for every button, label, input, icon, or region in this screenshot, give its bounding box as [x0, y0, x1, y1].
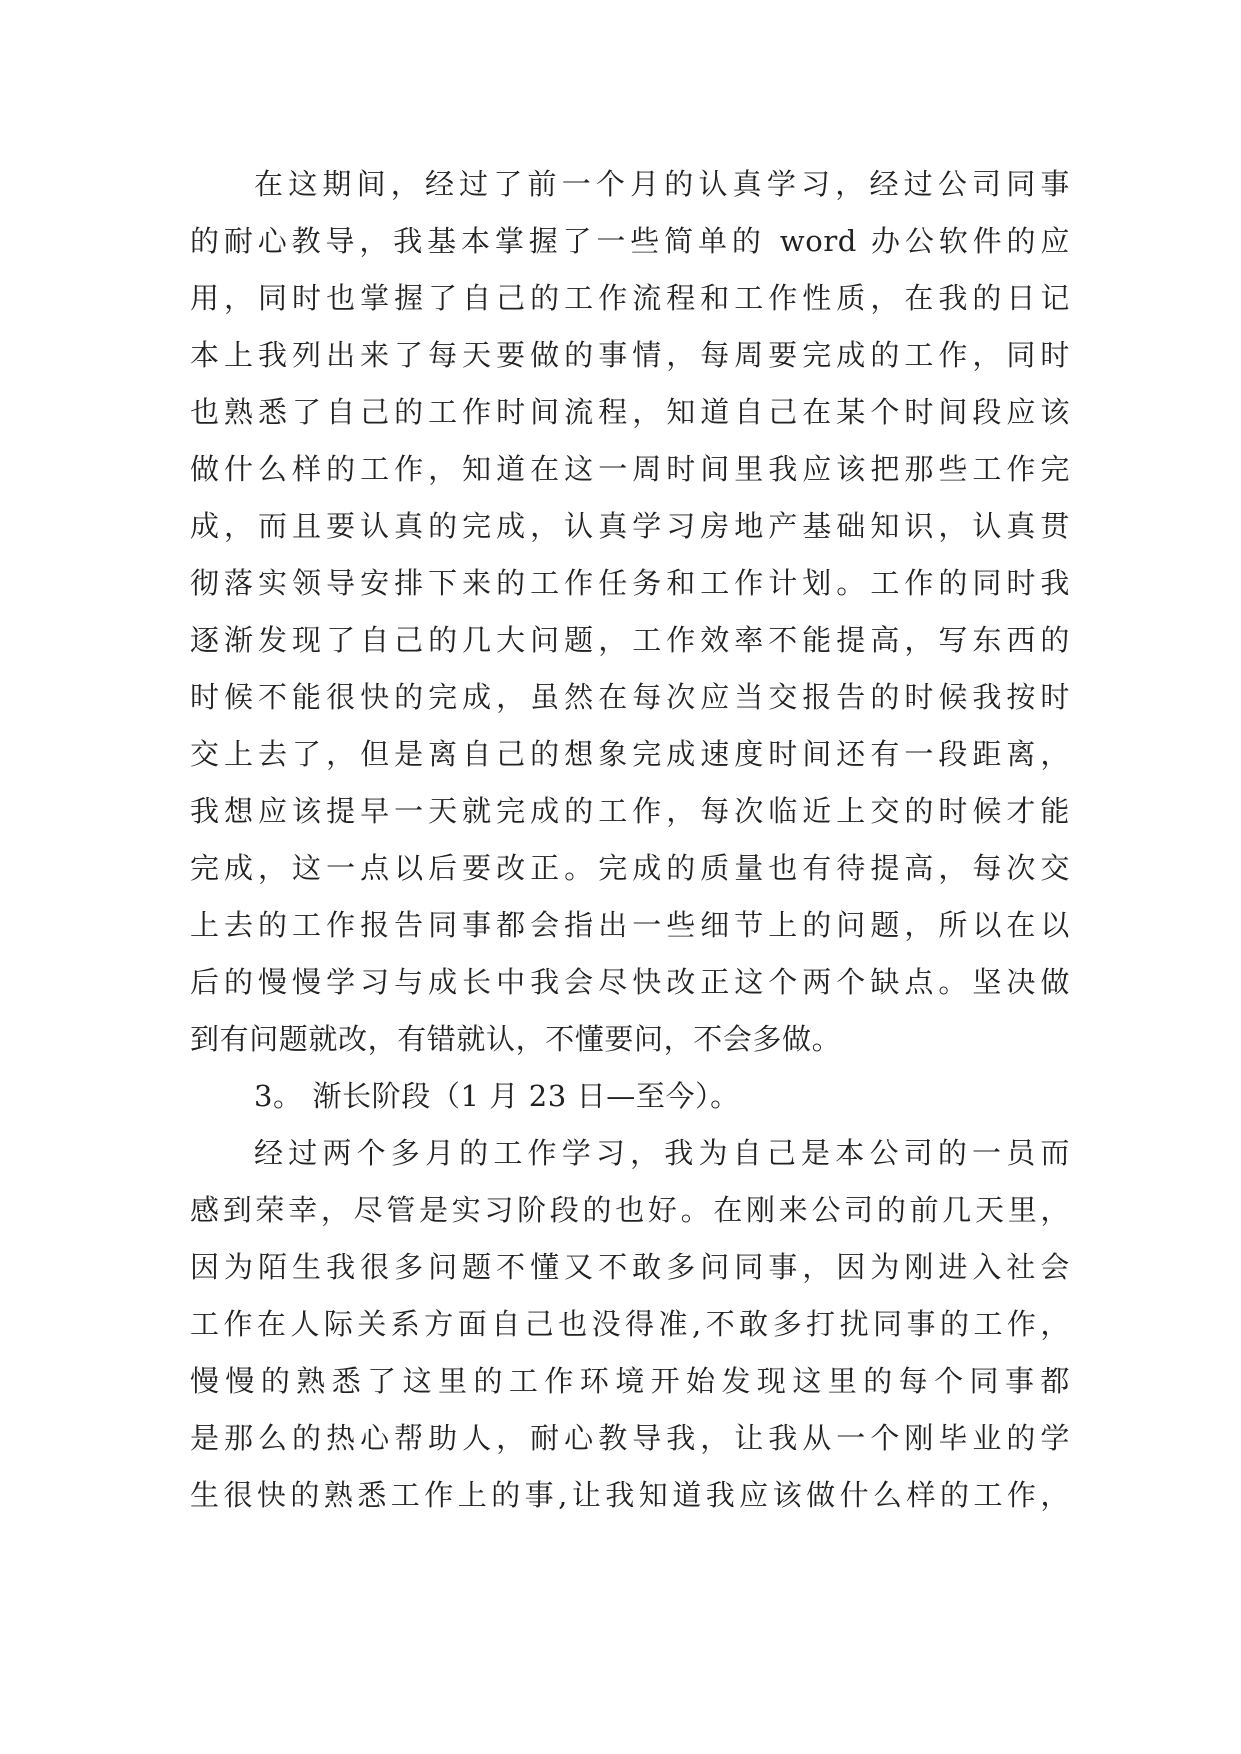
text-line: 生很快的熟悉工作上的事,让我知道我应该做什么样的工作， [190, 1478, 1070, 1512]
text-line: 彻落实领导安排下来的工作任务和工作计划。工作的同时我 [190, 566, 1070, 600]
text-line: 本上我列出来了每天要做的事情，每周要完成的工作，同时 [190, 338, 1070, 372]
text-line: 逐渐发现了自己的几大问题，工作效率不能提高，写东西的 [190, 623, 1070, 657]
text-line: 因为陌生我很多问题不懂又不敢多问同事，因为刚进入社会 [190, 1250, 1070, 1284]
text-line: 上去的工作报告同事都会指出一些细节上的问题，所以在以 [190, 908, 1070, 942]
text-line: 经过两个多月的工作学习，我为自己是本公司的一员而 [254, 1136, 1070, 1170]
text-line: 成，而且要认真的完成，认真学习房地产基础知识，认真贯 [190, 509, 1070, 543]
text-line: 工作在人际关系方面自己也没得准,不敢多打扰同事的工作， [190, 1307, 1070, 1341]
text-line: 也熟悉了自己的工作时间流程，知道自己在某个时间段应该 [190, 395, 1070, 429]
text-line: 是那么的热心帮助人，耐心教导我，让我从一个刚毕业的学 [190, 1421, 1070, 1455]
text-line: 在这期间，经过了前一个月的认真学习，经过公司同事 [254, 167, 1070, 201]
text-line: 完成，这一点以后要改正。完成的质量也有待提高，每次交 [190, 851, 1070, 885]
text-line: 3。 渐长阶段（1 月 23 日—至今）。 [254, 1079, 740, 1113]
text-line: 到有问题就改，有错就认，不懂要问，不会多做。 [190, 1022, 842, 1056]
text-line: 做什么样的工作，知道在这一周时间里我应该把那些工作完 [190, 452, 1070, 486]
text-line: 的耐心教导，我基本掌握了一些简单的 word 办公软件的应 [190, 224, 1070, 258]
text-line: 时候不能很快的完成，虽然在每次应当交报告的时候我按时 [190, 680, 1070, 714]
text-line: 交上去了，但是离自己的想象完成速度时间还有一段距离， [190, 737, 1070, 771]
text-line: 慢慢的熟悉了这里的工作环境开始发现这里的每个同事都 [190, 1364, 1070, 1398]
text-line: 感到荣幸，尽管是实习阶段的也好。在刚来公司的前几天里， [190, 1193, 1070, 1227]
text-line: 用，同时也掌握了自己的工作流程和工作性质，在我的日记 [190, 281, 1070, 315]
text-line: 后的慢慢学习与成长中我会尽快改正这个两个缺点。坚决做 [190, 965, 1070, 999]
body-text [190, 156, 1070, 1524]
text-line: 我想应该提早一天就完成的工作，每次临近上交的时候才能 [190, 794, 1070, 828]
